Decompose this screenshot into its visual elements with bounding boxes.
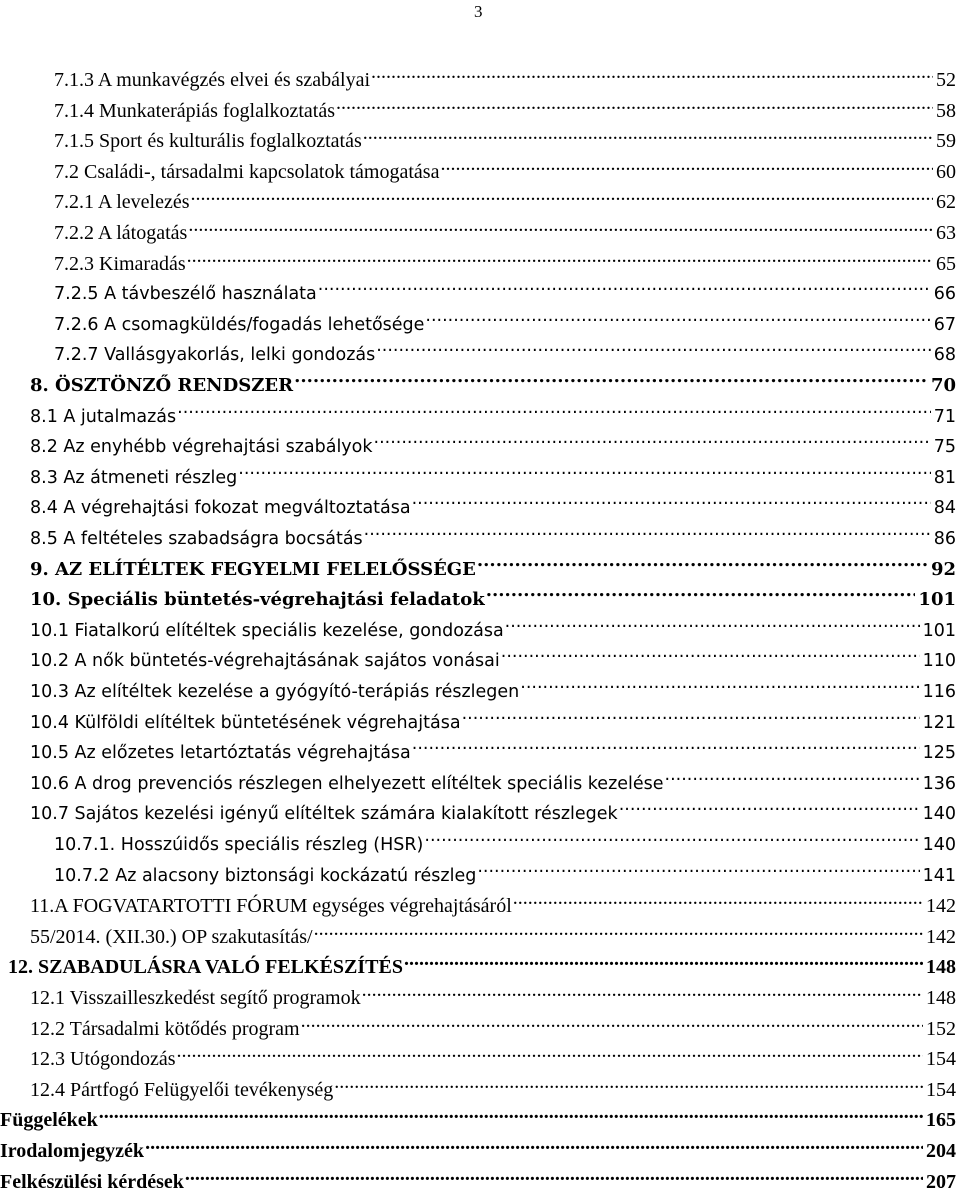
toc-entry-title: 8.5 A feltételes szabadságra bocsátás [30,529,363,549]
toc-entry-title: 8.4 A végrehajtási fokozat megváltoztatása [30,498,411,519]
toc-entry[interactable] [0,678,960,706]
toc-entry-page: 207 [926,1170,956,1193]
toc-entry-title: 8.1 A jutalmazás [30,406,177,427]
dot-leader [665,771,920,789]
toc-entry-title: 7.2.3 Kimaradás [54,252,186,275]
dot-leader [371,66,933,86]
dot-leader [501,649,920,667]
toc-entry-title: 10.6 A drog prevenciós részlegen elhelyezett elítéltek speciális kezelése [30,773,664,794]
dot-leader [374,435,931,453]
dot-leader [294,373,928,391]
toc-entry-page: 58 [936,99,956,122]
toc-entry-page: 59 [936,130,956,153]
toc-entry[interactable] [0,433,960,461]
toc-entry-page: 70 [930,375,956,396]
dot-leader [187,250,933,270]
dot-leader [412,741,920,759]
toc-entry[interactable] [0,831,960,859]
dot-leader [188,219,933,239]
toc-entry-page: 125 [922,743,956,764]
dot-leader [336,97,933,117]
toc-entry-page: 154 [926,1048,956,1071]
toc-entry-title: Felkészülési kérdések [0,1170,184,1193]
toc-entry[interactable] [0,1106,960,1134]
toc-entry-title: 10.4 Külföldi elítéltek büntetésének végrehajtása [30,712,461,733]
toc-entry-page: 101 [922,620,956,641]
toc-entry[interactable] [0,647,960,675]
toc-entry-title: 7.2.5 A távbeszélő használata [54,284,317,305]
toc-entry[interactable] [0,862,960,890]
toc-entry-page: 165 [926,1109,956,1132]
toc-entry-title: 8.3 Az átmeneti részleg [30,467,238,488]
toc-entry[interactable] [0,372,960,400]
toc-entry[interactable] [0,341,960,369]
toc-entry-title: 10.7.1. Hosszúidős speciális részleg (HSR) [54,835,424,855]
toc-entry[interactable] [0,250,960,278]
toc-entry[interactable] [0,494,960,522]
toc-entry-page: 148 [926,987,956,1009]
toc-entry-title: 7.1.3 A munkavégzés elvei és szabályai [54,69,371,91]
toc-entry[interactable] [0,709,960,737]
toc-entry-title: 12. SZABADULÁSRA VALÓ FELKÉSZÍTÉS [8,956,403,979]
dot-leader [477,557,928,575]
toc-entry[interactable] [0,403,960,431]
toc-entry[interactable] [0,617,960,645]
toc-entry-page: 152 [926,1017,956,1040]
toc-entry-title: 7.2.6 A csomagküldés/fogadás lehetősége [54,314,425,335]
toc-entry-page: 140 [922,804,956,825]
dot-leader [462,710,920,728]
toc-entry-page: 81 [933,467,956,488]
toc-entry[interactable] [0,219,960,247]
dot-leader [404,953,923,973]
toc-entry-page: 116 [922,682,956,702]
toc-entry[interactable] [0,66,960,94]
dot-leader [619,802,920,820]
toc-entry-title: 10.5 Az előzetes letartóztatás végrehajtása [30,743,411,764]
toc-entry[interactable] [0,800,960,828]
toc-entry-page: 65 [936,252,956,275]
dot-leader [191,188,933,208]
toc-entry[interactable] [0,586,960,614]
toc-entry-title: 10.2 A nők büntetés-végrehajtásának sajátos vonásai [30,651,500,672]
toc-entry-page: 110 [922,651,956,672]
toc-entry[interactable] [0,311,960,339]
dot-leader [513,892,923,912]
dot-leader [318,282,931,300]
dot-leader [99,1106,923,1126]
toc-entry-title: 7.2.2 A látogatás [54,222,188,244]
toc-entry[interactable] [0,1045,960,1073]
dot-leader [301,1015,923,1035]
dot-leader [412,496,931,514]
toc-entry-title: Irodalomjegyzék [0,1140,145,1162]
toc-entry-title: 10.7.2 Az alacsony biztonsági kockázatú részleg [54,865,477,886]
toc-entry[interactable] [0,280,960,308]
toc-entry-page: 136 [922,773,956,794]
toc-entry-title: 9. AZ ELÍTÉLTEK FEGYELMI FELELŐSSÉGE [30,558,476,580]
toc-entry-page: 142 [926,925,956,948]
toc-entry[interactable] [0,525,960,553]
toc-entry-page: 121 [922,712,956,733]
page-number: 3 [474,2,483,21]
toc-entry[interactable] [0,770,960,798]
dot-leader [486,587,916,605]
toc-entry-page: 86 [933,529,956,549]
toc-entry-page: 68 [933,345,956,366]
toc-entry-page: 148 [926,956,956,979]
toc-entry-title: 12.3 Utógondozás [30,1048,176,1071]
toc-entry-page: 142 [926,895,956,918]
dot-leader [376,343,930,361]
toc-entry-title: 7.2.7 Vallásgyakorlás, lelki gondozás [54,345,376,366]
dot-leader [520,680,919,698]
toc-entry[interactable] [0,188,960,216]
toc-entry-title: 8. ÖSZTÖNZŐ RENDSZER [30,375,294,396]
toc-entry-title: 12.4 Pártfogó Felügyelői tevékenység [30,1078,334,1101]
toc-entry-page: 63 [936,222,956,244]
dot-leader [185,1168,923,1188]
dot-leader [364,527,931,545]
toc-entry-title: 7.1.4 Munkaterápiás foglalkoztatás [54,99,336,122]
toc-entry-title: 7.1.5 Sport és kulturális foglalkoztatás [54,130,362,153]
toc-entry-page: 140 [922,835,956,855]
toc-entry-title: 12.2 Társadalmi kötődés program [30,1017,300,1040]
toc-entry-title: 11.A FOGVATARTOTTI FÓRUM egységes végrehajtásáról [30,895,512,918]
toc-entry[interactable] [0,158,960,186]
toc-entry[interactable] [0,97,960,125]
toc-entry-page: 84 [933,498,956,519]
toc-entry[interactable] [0,892,960,920]
dot-leader [424,833,919,851]
toc-entry[interactable] [0,1168,960,1196]
dot-leader [440,158,933,178]
toc-entry-page: 101 [918,589,956,611]
toc-entry[interactable] [0,923,960,951]
toc-entry[interactable] [0,556,960,584]
dot-leader [477,863,919,881]
toc-entry-title: 8.2 Az enyhébb végrehajtási szabályok [30,437,373,458]
toc-entry[interactable] [0,1015,960,1043]
toc-entry[interactable] [0,127,960,155]
toc-entry-title: 12.1 Visszailleszkedést segítő programok [30,987,361,1009]
toc-entry-page: 154 [926,1078,956,1101]
toc-entry-page: 75 [933,437,956,458]
toc-entry-title: 10.7 Sajátos kezelési igényű elítéltek számára kialakított részlegek [30,804,618,825]
toc-entry-title: Függelékek [0,1109,98,1132]
toc-entry-page: 60 [936,160,956,183]
dot-leader [238,465,930,483]
toc-entry-page: 204 [926,1140,956,1162]
dot-leader [362,984,923,1004]
toc-entry-page: 71 [933,406,956,427]
toc-entry-title: 7.2 Családi-, társadalmi kapcsolatok támogatása [54,160,440,183]
toc-entry-page: 141 [922,865,956,886]
toc-entry-title: 7.2.1 A levelezés [54,191,190,214]
toc-entry-page: 62 [936,191,956,214]
dot-leader [505,618,920,636]
toc-entry[interactable] [0,953,960,981]
toc-entry[interactable] [0,1137,960,1165]
dot-leader [145,1137,923,1157]
toc-entry-title: 10. Speciális büntetés-végrehajtási feladatok [30,589,485,611]
toc-entry-page: 52 [936,69,956,91]
toc-entry[interactable] [0,984,960,1012]
dot-leader [363,127,933,147]
toc-entry[interactable] [0,464,960,492]
dot-leader [334,1076,923,1096]
toc-entry[interactable] [0,1076,960,1104]
dot-leader [177,404,931,422]
dot-leader [425,312,930,330]
toc-entry-title: 55/2014. (XII.30.) OP szakutasítás/ [30,925,313,948]
toc-entry-title: 10.1 Fiatalkorú elítéltek speciális kezelése, gondozása [30,620,504,641]
toc-entry-page: 66 [933,284,956,305]
toc-entry-page: 92 [930,558,956,580]
toc-entry-page: 67 [933,314,956,335]
toc-entry-title: 10.3 Az elítéltek kezelése a gyógyító-terápiás részlegen [30,682,520,702]
toc-entry[interactable] [0,739,960,767]
dot-leader [177,1045,923,1065]
dot-leader [314,923,923,943]
